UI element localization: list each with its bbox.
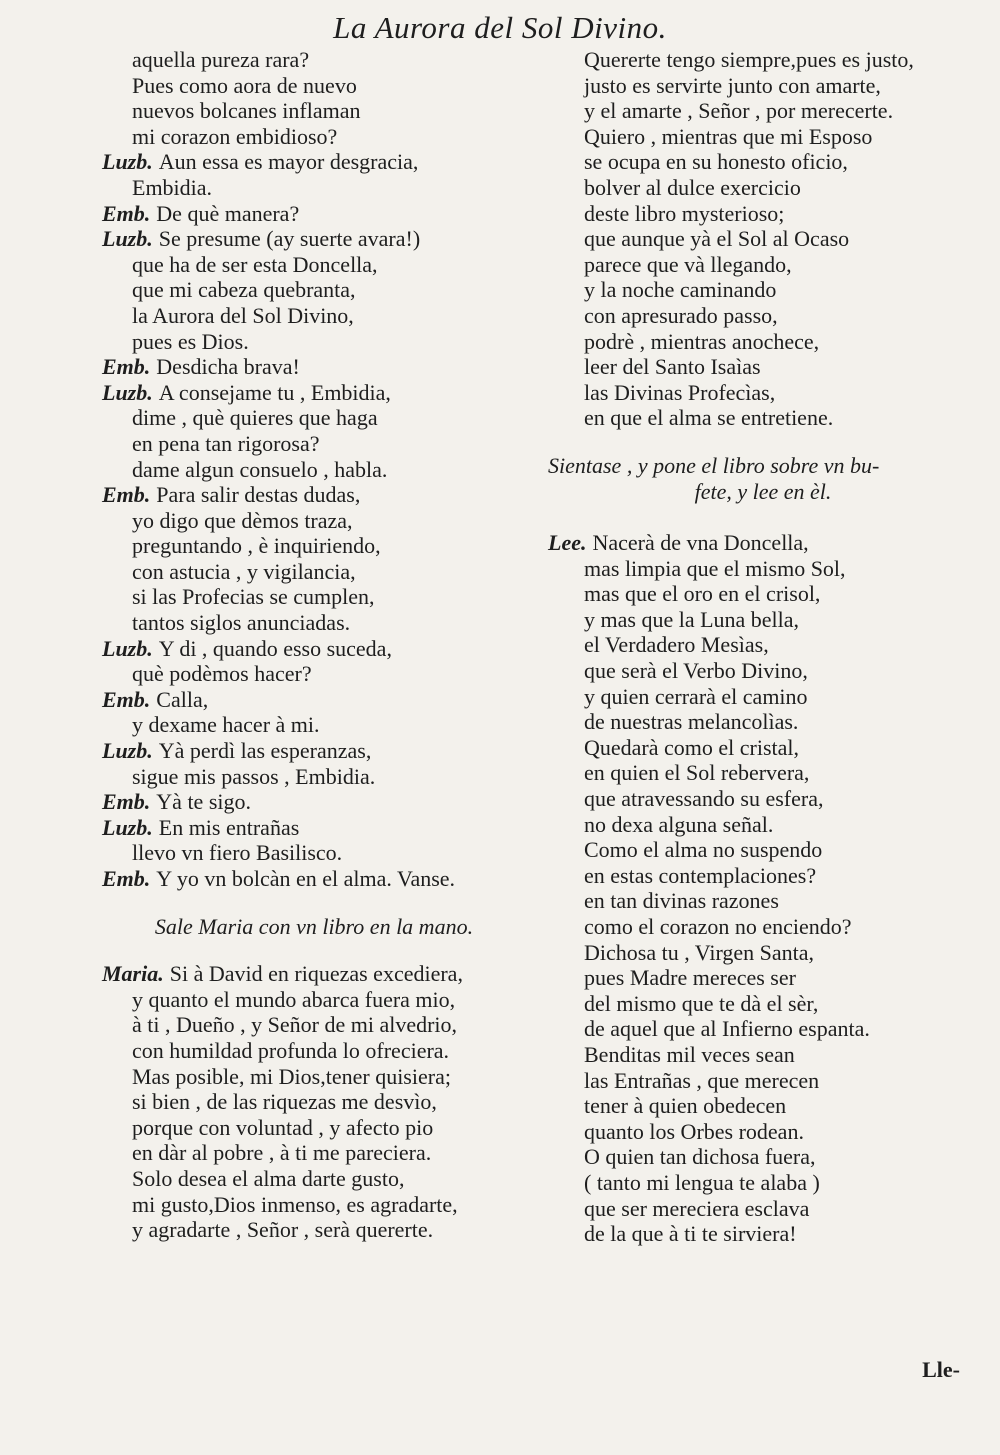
speaker-name: Lee.: [548, 530, 587, 556]
verse-line: si las Profecias se cumplen,: [132, 584, 375, 610]
verse-text: Nacerà de vna Doncella,: [592, 530, 809, 556]
verse-line: què podèmos hacer?: [132, 661, 312, 687]
verse-line: justo es servirte junto con amarte,: [584, 72, 881, 98]
verse-line: aquella pureza rara?: [132, 47, 310, 72]
speaker-name: Luzb.: [102, 635, 153, 661]
verse-text: A consejame tu , Embidia,: [158, 379, 391, 405]
speaker-name: Emb.: [102, 686, 151, 712]
verse-line: sigue mis passos , Embidia.: [132, 763, 376, 789]
verse-line: [94, 482, 534, 508]
verse-line: en estas contemplaciones?: [584, 862, 817, 888]
stage-direction-line: fete, y lee en èl.: [694, 478, 832, 504]
verse-line: Benditas mil veces sean: [584, 1041, 795, 1067]
stage-direction-line: Sientase , y pone el libro sobre vn bu-: [548, 452, 880, 478]
verse-line: con astucia , y vigilancia,: [132, 558, 356, 584]
verse-line: deste libro mysterioso;: [584, 200, 785, 226]
verse-line: con apresurado passo,: [584, 302, 778, 328]
verse-line: bolver al dulce exercicio: [584, 174, 801, 200]
verse-text: Se presume (ay suerte avara!): [158, 226, 421, 252]
verse-line: Dichosa tu , Virgen Santa,: [584, 939, 815, 965]
verse-line: quanto los Orbes rodean.: [584, 1118, 804, 1144]
verse-line: la Aurora del Sol Divino,: [132, 302, 354, 328]
catchword: Lle-: [922, 1357, 960, 1382]
verse-line: que serà el Verbo Divino,: [584, 658, 808, 684]
speaker-name: Emb.: [102, 200, 151, 226]
verse-text: Si à David en riquezas excediera,: [169, 961, 463, 987]
verse-text: Aun essa es mayor desgracia,: [158, 149, 419, 175]
verse-text: Y yo vn bolcàn en el alma. Vanse.: [156, 866, 456, 891]
speaker-name: Luzb.: [102, 149, 153, 175]
verse-line: leer del Santo Isaìas: [584, 354, 761, 380]
verse-line: tener à quien obedecen: [584, 1093, 787, 1119]
verse-line: [94, 380, 534, 406]
verse-text: Yà te sigo.: [156, 789, 251, 815]
verse-line: mas que el oro en el crisol,: [584, 581, 821, 607]
verse-line: [94, 149, 534, 175]
verse-line: si bien , de las riquezas me desvìo,: [132, 1089, 437, 1115]
verse-line: y quanto el mundo abarca fuera mio,: [132, 986, 456, 1012]
verse-line: [94, 789, 534, 815]
stage-direction: Sale Maria con vn libro en la mano.: [154, 913, 474, 939]
verse-line: y agradarte , Señor , serà quererte.: [132, 1217, 434, 1243]
verse-line: Mas posible, mi Dios,tener quisiera;: [132, 1063, 451, 1089]
verse-line: [548, 530, 978, 556]
verse-line: mi corazon embidioso?: [132, 123, 338, 149]
verse-line: que ha de ser esta Doncella,: [132, 251, 378, 277]
speaker-name: Emb.: [102, 354, 151, 380]
running-title: La Aurora del Sol Divino.: [333, 10, 667, 45]
verse-line: Pues como aora de nuevo: [132, 72, 357, 98]
verse-line: de la que à ti te sirviera!: [584, 1221, 797, 1247]
stage-direction: [548, 453, 978, 504]
verse-text: Desdicha brava!: [156, 354, 300, 380]
verse-line: en quien el Sol rebervera,: [584, 760, 810, 786]
verse-line: à ti , Dueño , y Señor de mi alvedrio,: [132, 1012, 458, 1038]
verse-line: dime , què quieres que haga: [132, 405, 378, 431]
right-column: [548, 47, 978, 1247]
verse-line: [94, 201, 534, 227]
verse-line: [94, 354, 534, 380]
verse-line: en tan divinas razones: [584, 888, 779, 914]
verse-line: dame algun consuelo , habla.: [132, 456, 388, 482]
speaker-name: Luzb.: [102, 738, 153, 764]
verse-line: ( tanto mi lengua te alaba ): [584, 1169, 820, 1195]
verse-line: de nuestras melancolìas.: [584, 709, 799, 735]
verse-line: del mismo que te dà el sèr,: [584, 990, 819, 1016]
verse-line: [94, 226, 534, 252]
verse-line: nuevos bolcanes inflaman: [132, 98, 361, 124]
verse-line: [94, 866, 534, 892]
left-column: [94, 47, 534, 1243]
verse-line: [94, 815, 534, 841]
verse-line: y el amarte , Señor , por merecerte.: [584, 98, 894, 124]
verse-line: de aquel que al Infierno espanta.: [584, 1016, 870, 1042]
verse-line: [94, 961, 534, 987]
speaker-name: Luzb.: [102, 226, 153, 252]
verse-text: De què manera?: [156, 200, 300, 226]
verse-line: se ocupa en su honesto oficio,: [584, 149, 848, 175]
verse-line: [94, 738, 534, 764]
verse-line: preguntando , è inquiriendo,: [132, 533, 381, 559]
verse-line: y dexame hacer à mi.: [132, 712, 320, 738]
verse-line: las Entrañas , que merecen: [584, 1067, 820, 1093]
verse-line: las Divinas Profecìas,: [584, 379, 776, 405]
verse-line: en dàr al pobre , à ti me pareciera.: [132, 1140, 432, 1166]
verse-line: en que el alma se entretiene.: [584, 405, 834, 431]
verse-line: Solo desea el alma darte gusto,: [132, 1165, 405, 1191]
verse-line: el Verdadero Mesìas,: [584, 632, 769, 658]
verse-text: Yà perdì las esperanzas,: [158, 738, 372, 764]
verse-line: tantos siglos anunciadas.: [132, 610, 351, 636]
verse-line: podrè , mientras anochece,: [584, 328, 820, 354]
verse-line: que mi cabeza quebranta,: [132, 277, 356, 303]
verse-line: que ser mereciera esclava: [584, 1195, 810, 1221]
verse-line: no dexa alguna señal.: [584, 811, 774, 837]
speaker-name: Emb.: [102, 482, 151, 508]
verse-line: O quien tan dichosa fuera,: [584, 1144, 816, 1170]
verse-line: Como el alma no suspendo: [584, 837, 823, 863]
verse-line: mas limpia que el mismo Sol,: [584, 555, 846, 581]
verse-line: y la noche caminando: [584, 277, 777, 303]
verse-line: yo digo que dèmos traza,: [132, 507, 353, 533]
speaker-name: Emb.: [102, 866, 151, 891]
speaker-name: Luzb.: [102, 814, 153, 840]
verse-line: y quien cerrarà el camino: [584, 683, 808, 709]
verse-text: Y di , quando esso suceda,: [158, 635, 392, 661]
verse-text: En mis entrañas: [158, 814, 300, 840]
verse-text: Calla,: [156, 686, 209, 712]
verse-line: en pena tan rigorosa?: [132, 430, 320, 456]
verse-line: con humildad profunda lo ofreciera.: [132, 1037, 450, 1063]
speaker-name: Maria.: [102, 961, 164, 987]
verse-text: Para salir destas dudas,: [156, 482, 361, 508]
verse-line: Quererte tengo siempre,pues es justo,: [584, 47, 914, 72]
verse-line: [94, 687, 534, 713]
verse-line: parece que và llegando,: [584, 251, 792, 277]
verse-line: Quiero , mientras que mi Esposo: [584, 123, 873, 149]
verse-line: que aunque yà el Sol al Ocaso: [584, 226, 850, 252]
verse-line: Embidia.: [132, 174, 213, 200]
verse-line: mi gusto,Dios inmenso, es agradarte,: [132, 1191, 458, 1217]
verse-line: pues Madre mereces ser: [584, 965, 796, 991]
verse-line: porque con voluntad , y afecto pio: [132, 1114, 434, 1140]
verse-line: que atravessando su esfera,: [584, 786, 824, 812]
verse-line: y mas que la Luna bella,: [584, 606, 800, 632]
verse-line: llevo vn fiero Basilisco.: [132, 840, 343, 866]
verse-line: pues es Dios.: [132, 328, 249, 354]
verse-line: [94, 636, 534, 662]
speaker-name: Luzb.: [102, 379, 153, 405]
verse-line: Quedarà como el cristal,: [584, 734, 800, 760]
verse-line: como el corazon no enciendo?: [584, 914, 852, 939]
speaker-name: Emb.: [102, 789, 151, 815]
